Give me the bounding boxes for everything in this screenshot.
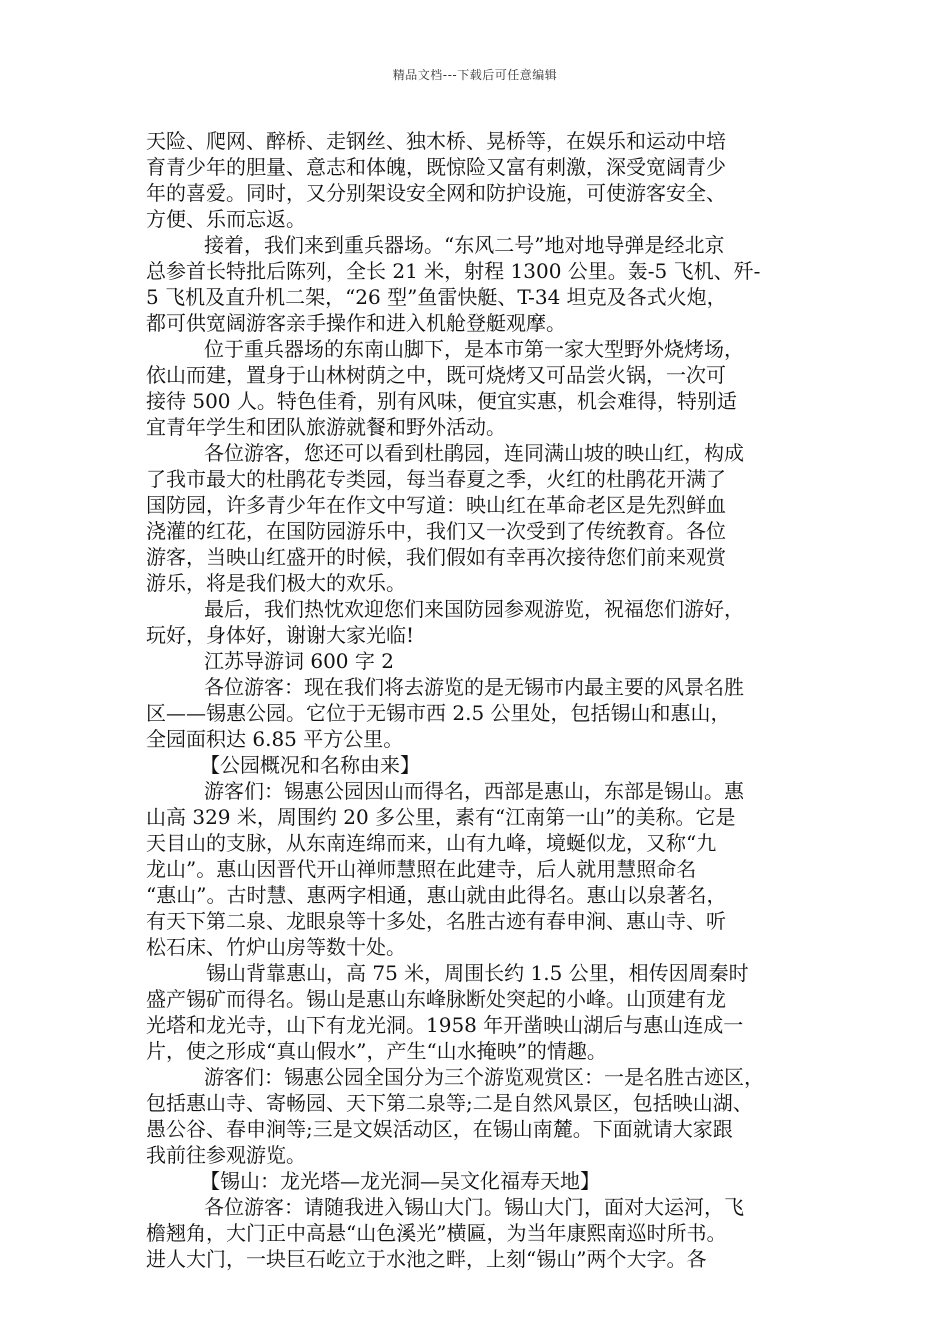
- text-line: 育青少年的胆量、意志和体魄，既惊险又富有刺激，深受宽阔青少: [146, 155, 726, 179]
- text-line: 锡山背靠惠山，高 75 米，周围长约 1.5 公里，相传因周秦时: [206, 961, 749, 985]
- text-line: 接着，我们来到重兵器场。“东风二号”地对地导弹是经北京: [204, 233, 725, 257]
- text-line: “惠山”。古时慧、惠两字相通，惠山就由此得名。惠山以泉著名，: [146, 883, 727, 907]
- text-line: 游乐，将是我们极大的欢乐。: [146, 571, 406, 595]
- page-header: 精品文档---下载后可任意编辑: [392, 68, 558, 82]
- text-line: 浇灌的红花，在国防园游乐中，我们又一次受到了传统教育。各位: [146, 519, 726, 543]
- text-line: 玩好，身体好，谢谢大家光临!: [146, 623, 415, 647]
- text-line: 愚公谷、春申涧等;三是文娱活动区，在锡山南麓。下面就请大家跟: [146, 1117, 733, 1141]
- text-line: 各位游客：请随我进入锡山大门。锡山大门，面对大运河，飞: [204, 1195, 744, 1219]
- text-line: 天险、爬网、醉桥、走钢丝、独木桥、晃桥等，在娱乐和运动中培: [146, 129, 726, 153]
- text-line: 年的喜爱。同时，又分别架设安全网和防护设施，可使游客安全、: [146, 181, 726, 205]
- text-line: 5 飞机及直升机二架，“26 型”鱼雷快艇、T-34 坦克及各式火炮，: [146, 285, 727, 309]
- document-body: [146, 128, 822, 1272]
- text-line: 天目山的支脉，从东南连绵而来，山有九峰，境蜒似龙，又称“九: [146, 831, 717, 855]
- text-line: 盛产锡矿而得名。锡山是惠山东峰脉断处突起的小峰。山顶建有龙: [146, 987, 726, 1011]
- text-line: 总参首长特批后陈列，全长 21 米，射程 1300 公里。轰-5 飞机、歼-: [146, 259, 761, 283]
- text-line: 了我市最大的杜鹃花专类园，每当春夏之季，火红的杜鹃花开满了: [146, 467, 726, 491]
- text-line: 有天下第二泉、龙眼泉等十多处，名胜古迹有春申涧、惠山寺、听: [146, 909, 726, 933]
- text-line: 包括惠山寺、寄畅园、天下第二泉等;二是自然风景区，包括映山湖、: [146, 1091, 753, 1115]
- text-line: 位于重兵器场的东南山脚下，是本市第一家大型野外烧烤场，: [204, 337, 744, 361]
- text-line: 接待 500 人。特色佳肴，别有风味，便宜实惠，机会难得，特别适: [146, 389, 737, 413]
- text-line: 松石床、竹炉山房等数十处。: [146, 935, 406, 959]
- text-line: 游客们：锡惠公园全国分为三个游览观赏区：一是名胜古迹区，: [204, 1065, 764, 1089]
- text-line: 檐翘角，大门正中高悬“山色溪光”横匾，为当年康熙南巡时所书。: [146, 1221, 727, 1245]
- text-line: 江苏导游词 600 字 2: [204, 649, 394, 673]
- text-line: 光塔和龙光寺，山下有龙光洞。1958 年开凿映山湖后与惠山连成一: [146, 1013, 744, 1037]
- text-line: 【锡山：龙光塔—龙光洞—吴文化福寿天地】: [200, 1169, 600, 1193]
- text-line: 区——锡惠公园。它位于无锡市西 2.5 公里处，包括锡山和惠山，: [146, 701, 731, 725]
- text-line: 依山而建，置身于山林树荫之中，既可烧烤又可品尝火锅，一次可: [146, 363, 726, 387]
- text-line: 各位游客，您还可以看到杜鹃园，连同满山坡的映山红，构成: [204, 441, 744, 465]
- text-line: 最后，我们热忱欢迎您们来国防园参观游览，祝福您们游好，: [204, 597, 744, 621]
- text-line: 全园面积达 6.85 平方公里。: [146, 727, 404, 751]
- text-line: 游客们：锡惠公园因山而得名，西部是惠山，东部是锡山。惠: [204, 779, 744, 803]
- text-line: 游客，当映山红盛开的时候，我们假如有幸再次接待您们前来观赏: [146, 545, 726, 569]
- text-line: 龙山”。惠山因晋代开山禅师慧照在此建寺，后人就用慧照命名: [146, 857, 697, 881]
- text-line: 我前往参观游览。: [146, 1143, 306, 1167]
- text-line: 方便、乐而忘返。: [146, 207, 306, 231]
- text-line: 【公园概况和名称由来】: [200, 753, 420, 777]
- text-line: 都可供宽阔游客亲手操作和进入机舱登艇观摩。: [146, 311, 566, 335]
- text-line: 进人大门，一块巨石屹立于水池之畔，上刻“锡山”两个大字。各: [146, 1247, 707, 1271]
- text-line: 山高 329 米，周围约 20 多公里，素有“江南第一山”的美称。它是: [146, 805, 736, 829]
- text-line: 宜青年学生和团队旅游就餐和野外活动。: [146, 415, 506, 439]
- text-line: 国防园，许多青少年在作文中写道：映山红在革命老区是先烈鲜血: [146, 493, 726, 517]
- text-line: 片，使之形成“真山假水”，产生“山水掩映”的情趣。: [146, 1039, 607, 1063]
- text-line: 各位游客：现在我们将去游览的是无锡市内最主要的风景名胜: [204, 675, 744, 699]
